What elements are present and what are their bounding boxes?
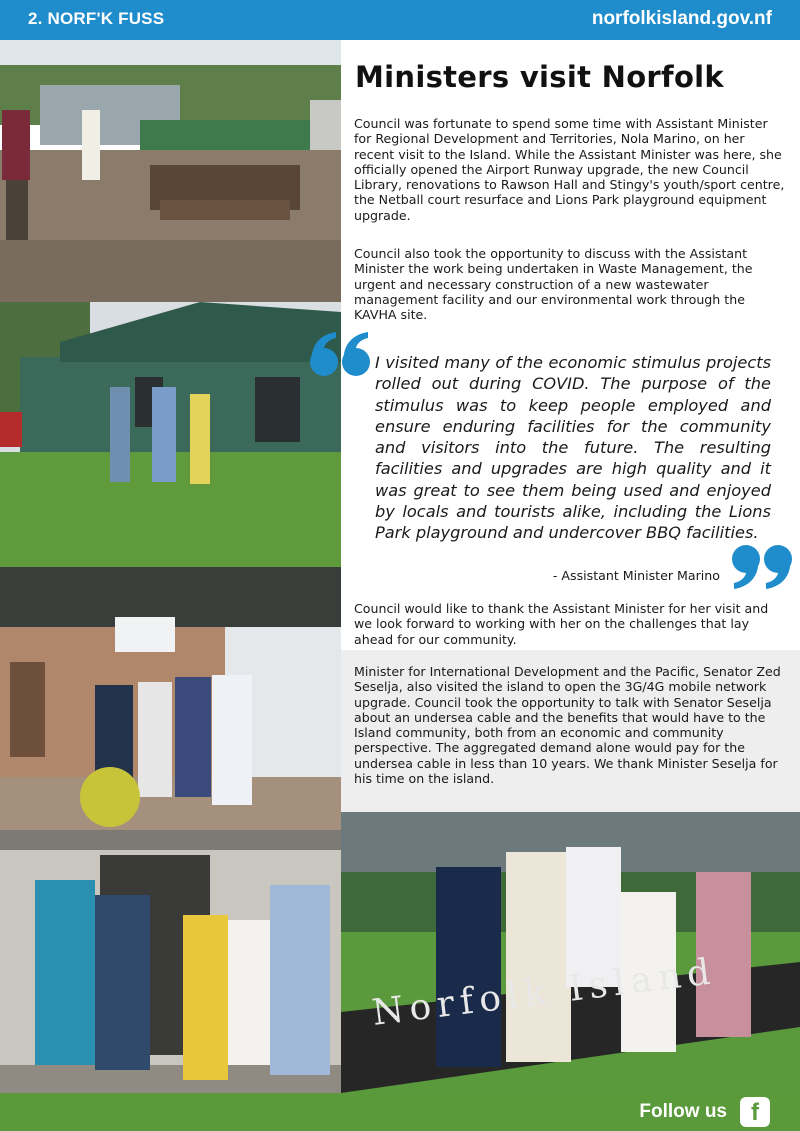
minister-quote: I visited many of the economic stimulus projects rolled out during COVID. The purpose of the stimulus was to keep people employed and ensure enduring facilities for the community and visitors into the future. The resulting facilities and upgrades are high quality and it was great to see them being used and enjoyed by locals and tourists alike, including the Lions Park playground and undercover BBQ facilities. (375, 353, 771, 543)
photo-waste-site (0, 40, 341, 302)
close-quote-icon (728, 543, 798, 591)
sign-text: Norfolk Island (369, 951, 719, 1034)
page-header (0, 0, 800, 40)
photo-commonwealth-building (0, 830, 341, 1093)
photo-library-entrance (0, 567, 341, 830)
facebook-icon[interactable]: f (740, 1097, 770, 1127)
article-title: Ministers visit Norfolk (355, 60, 725, 94)
quote-attribution: - Assistant Minister Marino (552, 568, 720, 583)
website-link[interactable]: norfolkisland.gov.nf (591, 8, 772, 29)
photo-green-building (0, 302, 341, 567)
paragraph-4: Minister for International Development and the Pacific, Senator Zed Seselja, also visited the island to open the 3G/4G mobile network upgrade. Council took the opportunity to talk with Senator Seselja about an undersea cable and the benefits that would have to the Island community, both from an economic and community perspective. The aggregated demand alone would pay for the undersea cable in less than 10 years. We thank Minister Seselja for his time on the island. (354, 664, 781, 787)
photo-norfolk-island-sign (341, 812, 800, 1093)
paragraph-3: Council would like to thank the Assistant Minister for her visit and we look forward to working with her on the challenges that lay ahead for our community. (354, 601, 769, 647)
follow-us-label: Follow us (639, 1101, 727, 1122)
page-footer (0, 1093, 800, 1131)
section-label: 2. NORF'K FUSS (28, 9, 165, 28)
paragraph-1: Council was fortunate to spend some time with Assistant Minister for Regional Development and Territories, Nola Marino, on her recent visit to the Island. While the Assistant Minister was here, she officially opened the Airport Runway upgrade, the new Council Library, renovations to Rawson Hall and Stingy's youth/sport centre, the Netball court resurface and Lions Park playground equipment upgrade. (354, 116, 785, 223)
open-quote-icon (306, 330, 376, 378)
paragraph-2: Council also took the opportunity to discuss with the Assistant Minister the work being undertaken in Waste Management, the urgent and necessary construction of a new wastewater management facility and our environmental work through the KAVHA site. (354, 246, 753, 323)
